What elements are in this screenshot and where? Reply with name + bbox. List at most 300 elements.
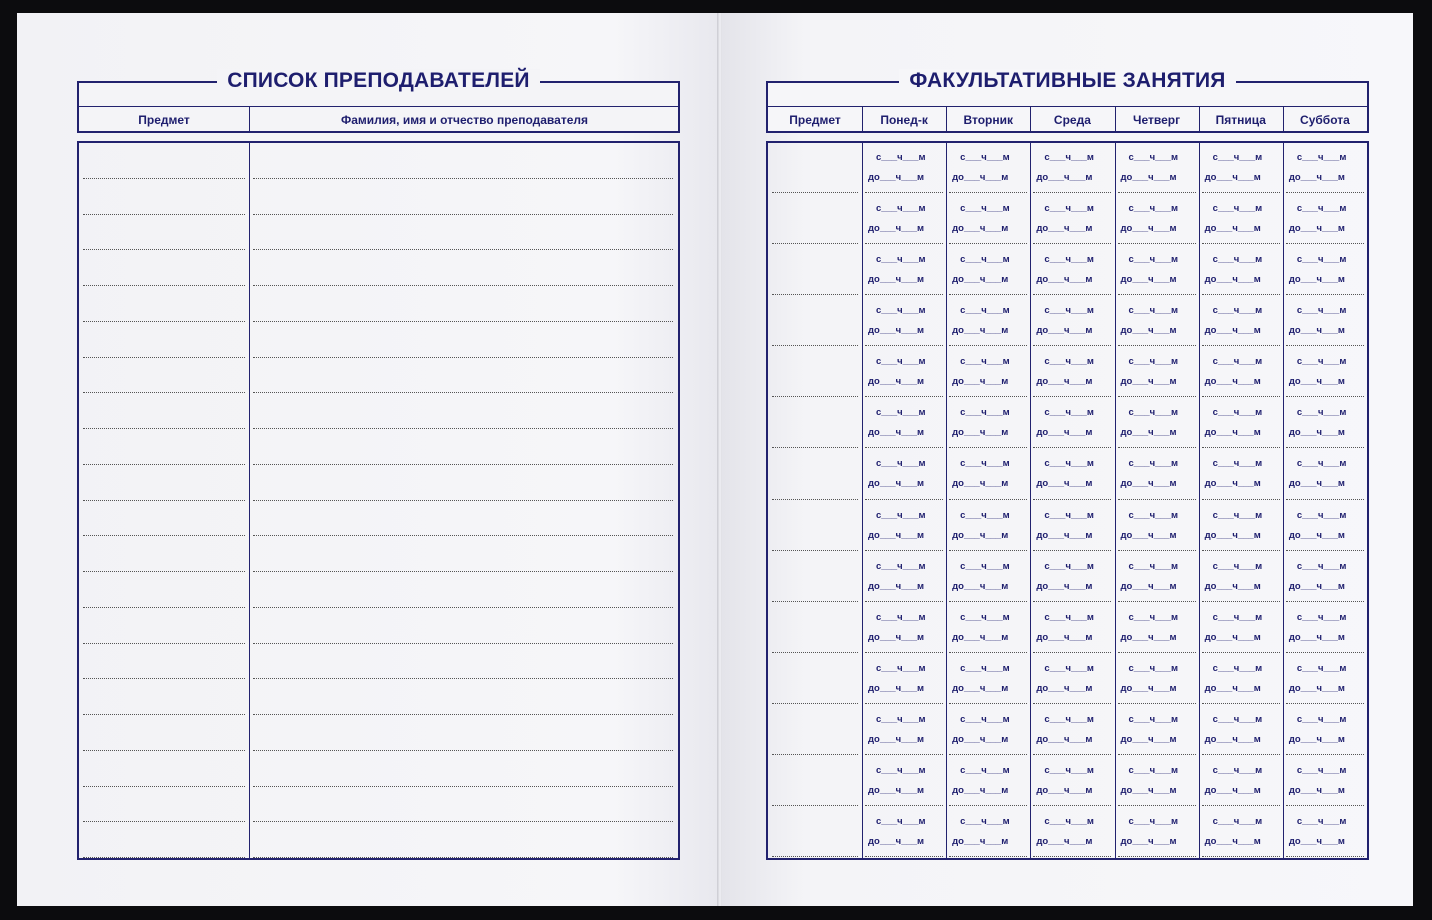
- elective-subject-line[interactable]: [772, 447, 858, 448]
- time-from-field[interactable]: с___ч___м: [1212, 254, 1263, 266]
- teacher-name-line[interactable]: [253, 500, 673, 501]
- teacher-row-line[interactable]: [83, 821, 245, 822]
- time-to-field[interactable]: до___ч___м: [1288, 274, 1345, 286]
- cell-divider: [865, 805, 943, 806]
- time-from-field[interactable]: с___ч___м: [1296, 764, 1347, 776]
- cell-divider: [1033, 345, 1111, 346]
- time-to-field[interactable]: до___ч___м: [1204, 733, 1261, 745]
- time-from-field[interactable]: с___ч___м: [1212, 713, 1263, 725]
- teacher-row-line[interactable]: [83, 178, 245, 179]
- time-from-field[interactable]: с___ч___м: [1212, 560, 1263, 572]
- time-from-field[interactable]: с___ч___м: [1296, 560, 1347, 572]
- time-to-field[interactable]: до___ч___м: [1120, 427, 1177, 439]
- time-from-field[interactable]: с___ч___м: [1212, 407, 1263, 419]
- time-from-field[interactable]: с___ч___м: [1044, 458, 1094, 470]
- teacher-name-line[interactable]: [253, 214, 673, 215]
- time-to-field[interactable]: до___ч___м: [1288, 784, 1345, 796]
- time-to-field[interactable]: до___ч___м: [952, 172, 1009, 183]
- time-from-field[interactable]: с___ч___м: [876, 560, 926, 572]
- cell-divider: [949, 294, 1027, 295]
- time-from-field[interactable]: с___ч___м: [1044, 254, 1094, 266]
- time-from-field[interactable]: с___ч___м: [1128, 764, 1179, 776]
- cell-divider: [1118, 550, 1196, 551]
- teacher-row-line[interactable]: [83, 607, 245, 608]
- table-col-separator: [249, 143, 250, 858]
- time-from-field[interactable]: с___ч___м: [1296, 662, 1347, 674]
- time-from-field[interactable]: с___ч___м: [960, 662, 1010, 674]
- time-to-field[interactable]: до___ч___м: [1288, 580, 1345, 592]
- time-to-field[interactable]: до___ч___м: [1036, 325, 1093, 337]
- cell-divider: [1118, 345, 1196, 346]
- cell-divider: [1286, 499, 1364, 500]
- time-from-field[interactable]: с___ч___м: [876, 611, 926, 623]
- time-to-field[interactable]: до___ч___м: [1288, 835, 1345, 847]
- time-from-field[interactable]: с___ч___м: [1296, 815, 1347, 827]
- time-from-field[interactable]: с___ч___м: [1128, 407, 1179, 419]
- cell-divider: [1202, 652, 1280, 653]
- time-from-field[interactable]: с___ч___м: [1128, 203, 1179, 215]
- time-from-field[interactable]: с___ч___м: [1128, 713, 1179, 725]
- cell-divider: [1286, 652, 1364, 653]
- col-day-2-label: Вторник: [963, 113, 1013, 127]
- time-to-field[interactable]: до___ч___м: [1120, 172, 1177, 183]
- cell-divider: [949, 601, 1027, 602]
- time-to-field[interactable]: до___ч___м: [1120, 325, 1177, 337]
- time-to-field[interactable]: до___ч___м: [868, 580, 925, 592]
- time-from-field[interactable]: с___ч___м: [876, 815, 926, 827]
- time-to-field[interactable]: до___ч___м: [1036, 427, 1093, 439]
- time-to-field[interactable]: до___ч___м: [868, 223, 925, 235]
- teacher-name-line[interactable]: [253, 857, 673, 858]
- teacher-row-line[interactable]: [83, 750, 245, 751]
- cell-divider: [1033, 499, 1111, 500]
- teachers-header: [77, 69, 680, 133]
- teacher-row-line[interactable]: [83, 786, 245, 787]
- cell-divider: [865, 499, 943, 500]
- time-from-field[interactable]: с___ч___м: [1044, 305, 1094, 317]
- cell-divider: [1286, 601, 1364, 602]
- elective-subject-line[interactable]: [772, 550, 858, 551]
- time-from-field[interactable]: с___ч___м: [1128, 305, 1179, 317]
- time-to-field[interactable]: до___ч___м: [1204, 784, 1261, 796]
- time-from-field[interactable]: с___ч___м: [1044, 815, 1094, 827]
- grid-col-separator: [1030, 143, 1031, 858]
- elective-subject-line[interactable]: [772, 754, 858, 755]
- time-to-field[interactable]: до___ч___м: [868, 529, 925, 541]
- time-from-field[interactable]: с___ч___м: [960, 713, 1010, 725]
- left-page: [17, 13, 719, 906]
- cell-divider: [1118, 856, 1196, 857]
- time-from-field[interactable]: с___ч___м: [1296, 713, 1347, 725]
- cell-divider: [1286, 447, 1364, 448]
- time-from-field[interactable]: с___ч___м: [876, 764, 926, 776]
- time-from-field[interactable]: с___ч___м: [960, 254, 1010, 266]
- grid-col-separator: [862, 143, 863, 858]
- time-from-field[interactable]: с___ч___м: [1128, 560, 1179, 572]
- teacher-row-line[interactable]: [83, 392, 245, 393]
- time-from-field[interactable]: с___ч___м: [1044, 713, 1094, 725]
- time-to-field[interactable]: до___ч___м: [868, 835, 925, 847]
- time-to-field[interactable]: до___ч___м: [1204, 223, 1261, 235]
- cell-divider: [949, 754, 1027, 755]
- time-to-field[interactable]: до___ч___м: [1204, 478, 1261, 490]
- teacher-name-line[interactable]: [253, 750, 673, 751]
- cell-divider: [1118, 499, 1196, 500]
- teacher-name-line[interactable]: [253, 607, 673, 608]
- teacher-row-line[interactable]: [83, 214, 245, 215]
- teacher-row-line[interactable]: [83, 571, 245, 572]
- time-to-field[interactable]: до___ч___м: [868, 274, 925, 286]
- time-from-field[interactable]: с___ч___м: [1044, 611, 1094, 623]
- time-to-field[interactable]: до___ч___м: [952, 631, 1009, 643]
- elective-subject-line[interactable]: [772, 856, 858, 857]
- teacher-name-line[interactable]: [253, 678, 673, 679]
- time-from-field[interactable]: с___ч___м: [1296, 407, 1347, 419]
- elective-subject-line[interactable]: [772, 192, 858, 193]
- cell-divider: [1118, 754, 1196, 755]
- time-to-field[interactable]: до___ч___м: [952, 529, 1009, 541]
- teacher-row-line[interactable]: [83, 714, 245, 715]
- teacher-row-line[interactable]: [83, 249, 245, 250]
- time-to-field[interactable]: до___ч___м: [1120, 580, 1177, 592]
- time-from-field[interactable]: с___ч___м: [1044, 509, 1094, 521]
- time-to-field[interactable]: до___ч___м: [1288, 733, 1345, 745]
- cell-divider: [1033, 447, 1111, 448]
- time-from-field[interactable]: с___ч___м: [1044, 407, 1094, 419]
- teacher-name-line[interactable]: [253, 571, 673, 572]
- time-to-field[interactable]: до___ч___м: [952, 325, 1009, 337]
- time-to-field[interactable]: до___ч___м: [1288, 427, 1345, 439]
- header-col-separator: [862, 106, 863, 133]
- cell-divider: [949, 856, 1027, 857]
- time-to-field[interactable]: до___ч___м: [1036, 631, 1093, 643]
- cell-divider: [1202, 192, 1280, 193]
- time-from-field[interactable]: с___ч___м: [960, 203, 1010, 215]
- time-from-field[interactable]: с___ч___м: [1212, 509, 1263, 521]
- teacher-name-line[interactable]: [253, 357, 673, 358]
- time-from-field[interactable]: с___ч___м: [876, 152, 926, 163]
- cell-divider: [949, 396, 1027, 397]
- time-from-field[interactable]: с___ч___м: [876, 458, 926, 470]
- time-to-field[interactable]: до___ч___м: [952, 580, 1009, 592]
- header-col-separator: [1199, 106, 1200, 133]
- time-to-field[interactable]: до___ч___м: [952, 733, 1009, 745]
- cell-divider: [1033, 192, 1111, 193]
- time-to-field[interactable]: до___ч___м: [952, 784, 1009, 796]
- time-to-field[interactable]: до___ч___м: [868, 478, 925, 490]
- time-from-field[interactable]: с___ч___м: [1128, 356, 1179, 368]
- cell-divider: [1118, 652, 1196, 653]
- time-to-field[interactable]: до___ч___м: [1036, 784, 1093, 796]
- cell-divider: [1202, 601, 1280, 602]
- time-to-field[interactable]: до___ч___м: [1120, 733, 1177, 745]
- time-from-field[interactable]: с___ч___м: [1296, 356, 1347, 368]
- time-to-field[interactable]: до___ч___м: [1288, 223, 1345, 235]
- time-to-field[interactable]: до___ч___м: [1288, 682, 1345, 694]
- teacher-name-line[interactable]: [253, 535, 673, 536]
- time-to-field[interactable]: до___ч___м: [1120, 274, 1177, 286]
- time-from-field[interactable]: с___ч___м: [1128, 254, 1179, 266]
- time-from-field[interactable]: с___ч___м: [960, 305, 1010, 317]
- cell-divider: [1118, 294, 1196, 295]
- teacher-name-line[interactable]: [253, 821, 673, 822]
- time-to-field[interactable]: до___ч___м: [1204, 580, 1261, 592]
- time-from-field[interactable]: с___ч___м: [1128, 509, 1179, 521]
- time-to-field[interactable]: до___ч___м: [1204, 172, 1261, 183]
- time-from-field[interactable]: с___ч___м: [960, 611, 1010, 623]
- time-from-field[interactable]: с___ч___м: [1212, 815, 1263, 827]
- cell-divider: [865, 192, 943, 193]
- cell-divider: [1202, 294, 1280, 295]
- time-from-field[interactable]: с___ч___м: [1128, 662, 1179, 674]
- time-from-field[interactable]: с___ч___м: [1212, 764, 1263, 776]
- time-to-field[interactable]: до___ч___м: [1288, 529, 1345, 541]
- time-to-field[interactable]: до___ч___м: [1288, 631, 1345, 643]
- time-to-field[interactable]: до___ч___м: [952, 478, 1009, 490]
- electives-title: ФАКУЛЬТАТИВНЫЕ ЗАНЯТИЯ: [899, 69, 1235, 92]
- time-from-field[interactable]: с___ч___м: [876, 356, 926, 368]
- time-from-field[interactable]: с___ч___м: [1296, 152, 1347, 163]
- time-from-field[interactable]: с___ч___м: [876, 509, 926, 521]
- cell-divider: [949, 652, 1027, 653]
- time-from-field[interactable]: с___ч___м: [1212, 305, 1263, 317]
- teacher-row-line[interactable]: [83, 285, 245, 286]
- time-from-field[interactable]: с___ч___м: [1296, 305, 1347, 317]
- time-from-field[interactable]: с___ч___м: [1212, 203, 1263, 215]
- time-from-field[interactable]: с___ч___м: [876, 254, 926, 266]
- cell-divider: [1202, 345, 1280, 346]
- teacher-row-line[interactable]: [83, 428, 245, 429]
- cell-divider: [1202, 754, 1280, 755]
- cell-divider: [1033, 703, 1111, 704]
- cell-divider: [865, 243, 943, 244]
- time-from-field[interactable]: с___ч___м: [1128, 611, 1179, 623]
- time-from-field[interactable]: с___ч___м: [1296, 458, 1347, 470]
- time-from-field[interactable]: с___ч___м: [1296, 509, 1347, 521]
- teacher-name-line[interactable]: [253, 392, 673, 393]
- cell-divider: [1286, 754, 1364, 755]
- time-to-field[interactable]: до___ч___м: [952, 835, 1009, 847]
- time-to-field[interactable]: до___ч___м: [1120, 682, 1177, 694]
- time-to-field[interactable]: до___ч___м: [1120, 529, 1177, 541]
- time-from-field[interactable]: с___ч___м: [960, 152, 1010, 163]
- time-to-field[interactable]: до___ч___м: [1120, 376, 1177, 388]
- teacher-name-line[interactable]: [253, 178, 673, 179]
- time-from-field[interactable]: с___ч___м: [876, 203, 926, 215]
- time-to-field[interactable]: до___ч___м: [1036, 172, 1093, 183]
- cell-divider: [1202, 856, 1280, 857]
- time-from-field[interactable]: с___ч___м: [876, 305, 926, 317]
- time-from-field[interactable]: с___ч___м: [960, 560, 1010, 572]
- time-to-field[interactable]: до___ч___м: [1288, 478, 1345, 490]
- time-from-field[interactable]: с___ч___м: [960, 509, 1010, 521]
- cell-divider: [1202, 703, 1280, 704]
- teacher-name-line[interactable]: [253, 321, 673, 322]
- time-from-field[interactable]: с___ч___м: [1212, 458, 1263, 470]
- elective-subject-line[interactable]: [772, 499, 858, 500]
- cell-divider: [1286, 192, 1364, 193]
- time-to-field[interactable]: до___ч___м: [1204, 529, 1261, 541]
- time-to-field[interactable]: до___ч___м: [1036, 580, 1093, 592]
- col-day-1-label: Понед-к: [880, 113, 928, 127]
- time-to-field[interactable]: до___ч___м: [1204, 376, 1261, 388]
- time-to-field[interactable]: до___ч___м: [1204, 274, 1261, 286]
- time-to-field[interactable]: до___ч___м: [868, 784, 925, 796]
- elective-subject-line[interactable]: [772, 703, 858, 704]
- teacher-name-line[interactable]: [253, 249, 673, 250]
- elective-subject-line[interactable]: [772, 345, 858, 346]
- teacher-row-line[interactable]: [83, 535, 245, 536]
- teacher-name-line[interactable]: [253, 464, 673, 465]
- cell-divider: [1033, 601, 1111, 602]
- time-to-field[interactable]: до___ч___м: [868, 631, 925, 643]
- cell-divider: [1286, 396, 1364, 397]
- cell-divider: [1118, 192, 1196, 193]
- time-from-field[interactable]: с___ч___м: [1044, 764, 1094, 776]
- time-from-field[interactable]: с___ч___м: [876, 662, 926, 674]
- time-to-field[interactable]: до___ч___м: [1288, 325, 1345, 337]
- time-from-field[interactable]: с___ч___м: [1128, 815, 1179, 827]
- cell-divider: [1118, 396, 1196, 397]
- time-to-field[interactable]: до___ч___м: [868, 325, 925, 337]
- cell-divider: [1202, 550, 1280, 551]
- teacher-row-line[interactable]: [83, 857, 245, 858]
- elective-subject-line[interactable]: [772, 601, 858, 602]
- time-to-field[interactable]: до___ч___м: [1120, 835, 1177, 847]
- time-from-field[interactable]: с___ч___м: [960, 458, 1010, 470]
- teacher-row-line[interactable]: [83, 321, 245, 322]
- grid-col-separator: [1115, 143, 1116, 858]
- time-to-field[interactable]: до___ч___м: [1036, 835, 1093, 847]
- teacher-name-line[interactable]: [253, 786, 673, 787]
- time-to-field[interactable]: до___ч___м: [868, 427, 925, 439]
- time-from-field[interactable]: с___ч___м: [1296, 611, 1347, 623]
- cell-divider: [865, 294, 943, 295]
- grid-col-separator: [1199, 143, 1200, 858]
- time-to-field[interactable]: до___ч___м: [952, 223, 1009, 235]
- time-to-field[interactable]: до___ч___м: [1204, 427, 1261, 439]
- time-from-field[interactable]: с___ч___м: [960, 764, 1010, 776]
- elective-subject-line[interactable]: [772, 294, 858, 295]
- right-page: [722, 13, 1413, 906]
- time-from-field[interactable]: с___ч___м: [1044, 356, 1094, 368]
- teachers-table: [77, 141, 680, 860]
- cell-divider: [1033, 550, 1111, 551]
- time-to-field[interactable]: до___ч___м: [1036, 478, 1093, 490]
- cell-divider: [1286, 703, 1364, 704]
- time-from-field[interactable]: с___ч___м: [960, 356, 1010, 368]
- time-from-field[interactable]: с___ч___м: [1044, 662, 1094, 674]
- time-from-field[interactable]: с___ч___м: [1296, 203, 1347, 215]
- header-col-separator: [946, 106, 947, 133]
- time-to-field[interactable]: до___ч___м: [868, 733, 925, 745]
- time-from-field[interactable]: с___ч___м: [1212, 356, 1263, 368]
- time-to-field[interactable]: до___ч___м: [868, 682, 925, 694]
- col-subject-label: Предмет: [789, 113, 841, 127]
- header-col-separator: [1283, 106, 1284, 133]
- teacher-row-line[interactable]: [83, 643, 245, 644]
- teacher-name-line[interactable]: [253, 643, 673, 644]
- time-to-field[interactable]: до___ч___м: [868, 172, 925, 183]
- time-to-field[interactable]: до___ч___м: [1036, 733, 1093, 745]
- time-to-field[interactable]: до___ч___м: [1204, 682, 1261, 694]
- teacher-row-line[interactable]: [83, 357, 245, 358]
- cell-divider: [1286, 805, 1364, 806]
- teacher-name-line[interactable]: [253, 428, 673, 429]
- cell-divider: [865, 754, 943, 755]
- time-to-field[interactable]: до___ч___м: [1204, 631, 1261, 643]
- cell-divider: [1202, 499, 1280, 500]
- time-from-field[interactable]: с___ч___м: [1212, 662, 1263, 674]
- cell-divider: [949, 447, 1027, 448]
- time-to-field[interactable]: до___ч___м: [1036, 682, 1093, 694]
- teacher-name-line[interactable]: [253, 714, 673, 715]
- time-to-field[interactable]: до___ч___м: [1204, 325, 1261, 337]
- cell-divider: [1286, 856, 1364, 857]
- col-teacher-name-label: Фамилия, имя и отчество преподавателя: [341, 113, 588, 127]
- elective-subject-line[interactable]: [772, 805, 858, 806]
- header-col-separator: [1115, 106, 1116, 133]
- elective-subject-line[interactable]: [772, 396, 858, 397]
- time-from-field[interactable]: с___ч___м: [1128, 458, 1179, 470]
- elective-subject-line[interactable]: [772, 243, 858, 244]
- teacher-row-line[interactable]: [83, 464, 245, 465]
- time-from-field[interactable]: с___ч___м: [1128, 152, 1179, 163]
- time-to-field[interactable]: до___ч___м: [1036, 529, 1093, 541]
- time-to-field[interactable]: до___ч___м: [1036, 274, 1093, 286]
- time-to-field[interactable]: до___ч___м: [1120, 223, 1177, 235]
- time-from-field[interactable]: с___ч___м: [960, 815, 1010, 827]
- time-to-field[interactable]: до___ч___м: [952, 427, 1009, 439]
- time-to-field[interactable]: до___ч___м: [952, 376, 1009, 388]
- time-to-field[interactable]: до___ч___м: [868, 376, 925, 388]
- cell-divider: [1118, 243, 1196, 244]
- time-to-field[interactable]: до___ч___м: [1120, 631, 1177, 643]
- teacher-name-line[interactable]: [253, 285, 673, 286]
- time-from-field[interactable]: с___ч___м: [1044, 203, 1094, 215]
- cell-divider: [1118, 805, 1196, 806]
- elective-subject-line[interactable]: [772, 652, 858, 653]
- cell-divider: [949, 805, 1027, 806]
- time-from-field[interactable]: с___ч___м: [1044, 152, 1094, 163]
- teacher-row-line[interactable]: [83, 678, 245, 679]
- time-from-field[interactable]: с___ч___м: [1212, 611, 1263, 623]
- cell-divider: [949, 192, 1027, 193]
- time-to-field[interactable]: до___ч___м: [1204, 835, 1261, 847]
- time-to-field[interactable]: до___ч___м: [1036, 376, 1093, 388]
- time-from-field[interactable]: с___ч___м: [1296, 254, 1347, 266]
- cell-divider: [865, 856, 943, 857]
- cell-divider: [1033, 856, 1111, 857]
- cell-divider: [865, 703, 943, 704]
- time-to-field[interactable]: до___ч___м: [952, 682, 1009, 694]
- time-to-field[interactable]: до___ч___м: [1288, 172, 1345, 183]
- cell-divider: [1033, 396, 1111, 397]
- time-from-field[interactable]: с___ч___м: [876, 713, 926, 725]
- cell-divider: [1118, 601, 1196, 602]
- time-to-field[interactable]: до___ч___м: [1036, 223, 1093, 235]
- time-from-field[interactable]: с___ч___м: [1212, 152, 1263, 163]
- teacher-row-line[interactable]: [83, 500, 245, 501]
- time-from-field[interactable]: с___ч___м: [960, 407, 1010, 419]
- time-to-field[interactable]: до___ч___м: [952, 274, 1009, 286]
- time-from-field[interactable]: с___ч___м: [876, 407, 926, 419]
- time-to-field[interactable]: до___ч___м: [1120, 784, 1177, 796]
- time-to-field[interactable]: до___ч___м: [1120, 478, 1177, 490]
- time-to-field[interactable]: до___ч___м: [1288, 376, 1345, 388]
- cell-divider: [1202, 805, 1280, 806]
- time-from-field[interactable]: с___ч___м: [1044, 560, 1094, 572]
